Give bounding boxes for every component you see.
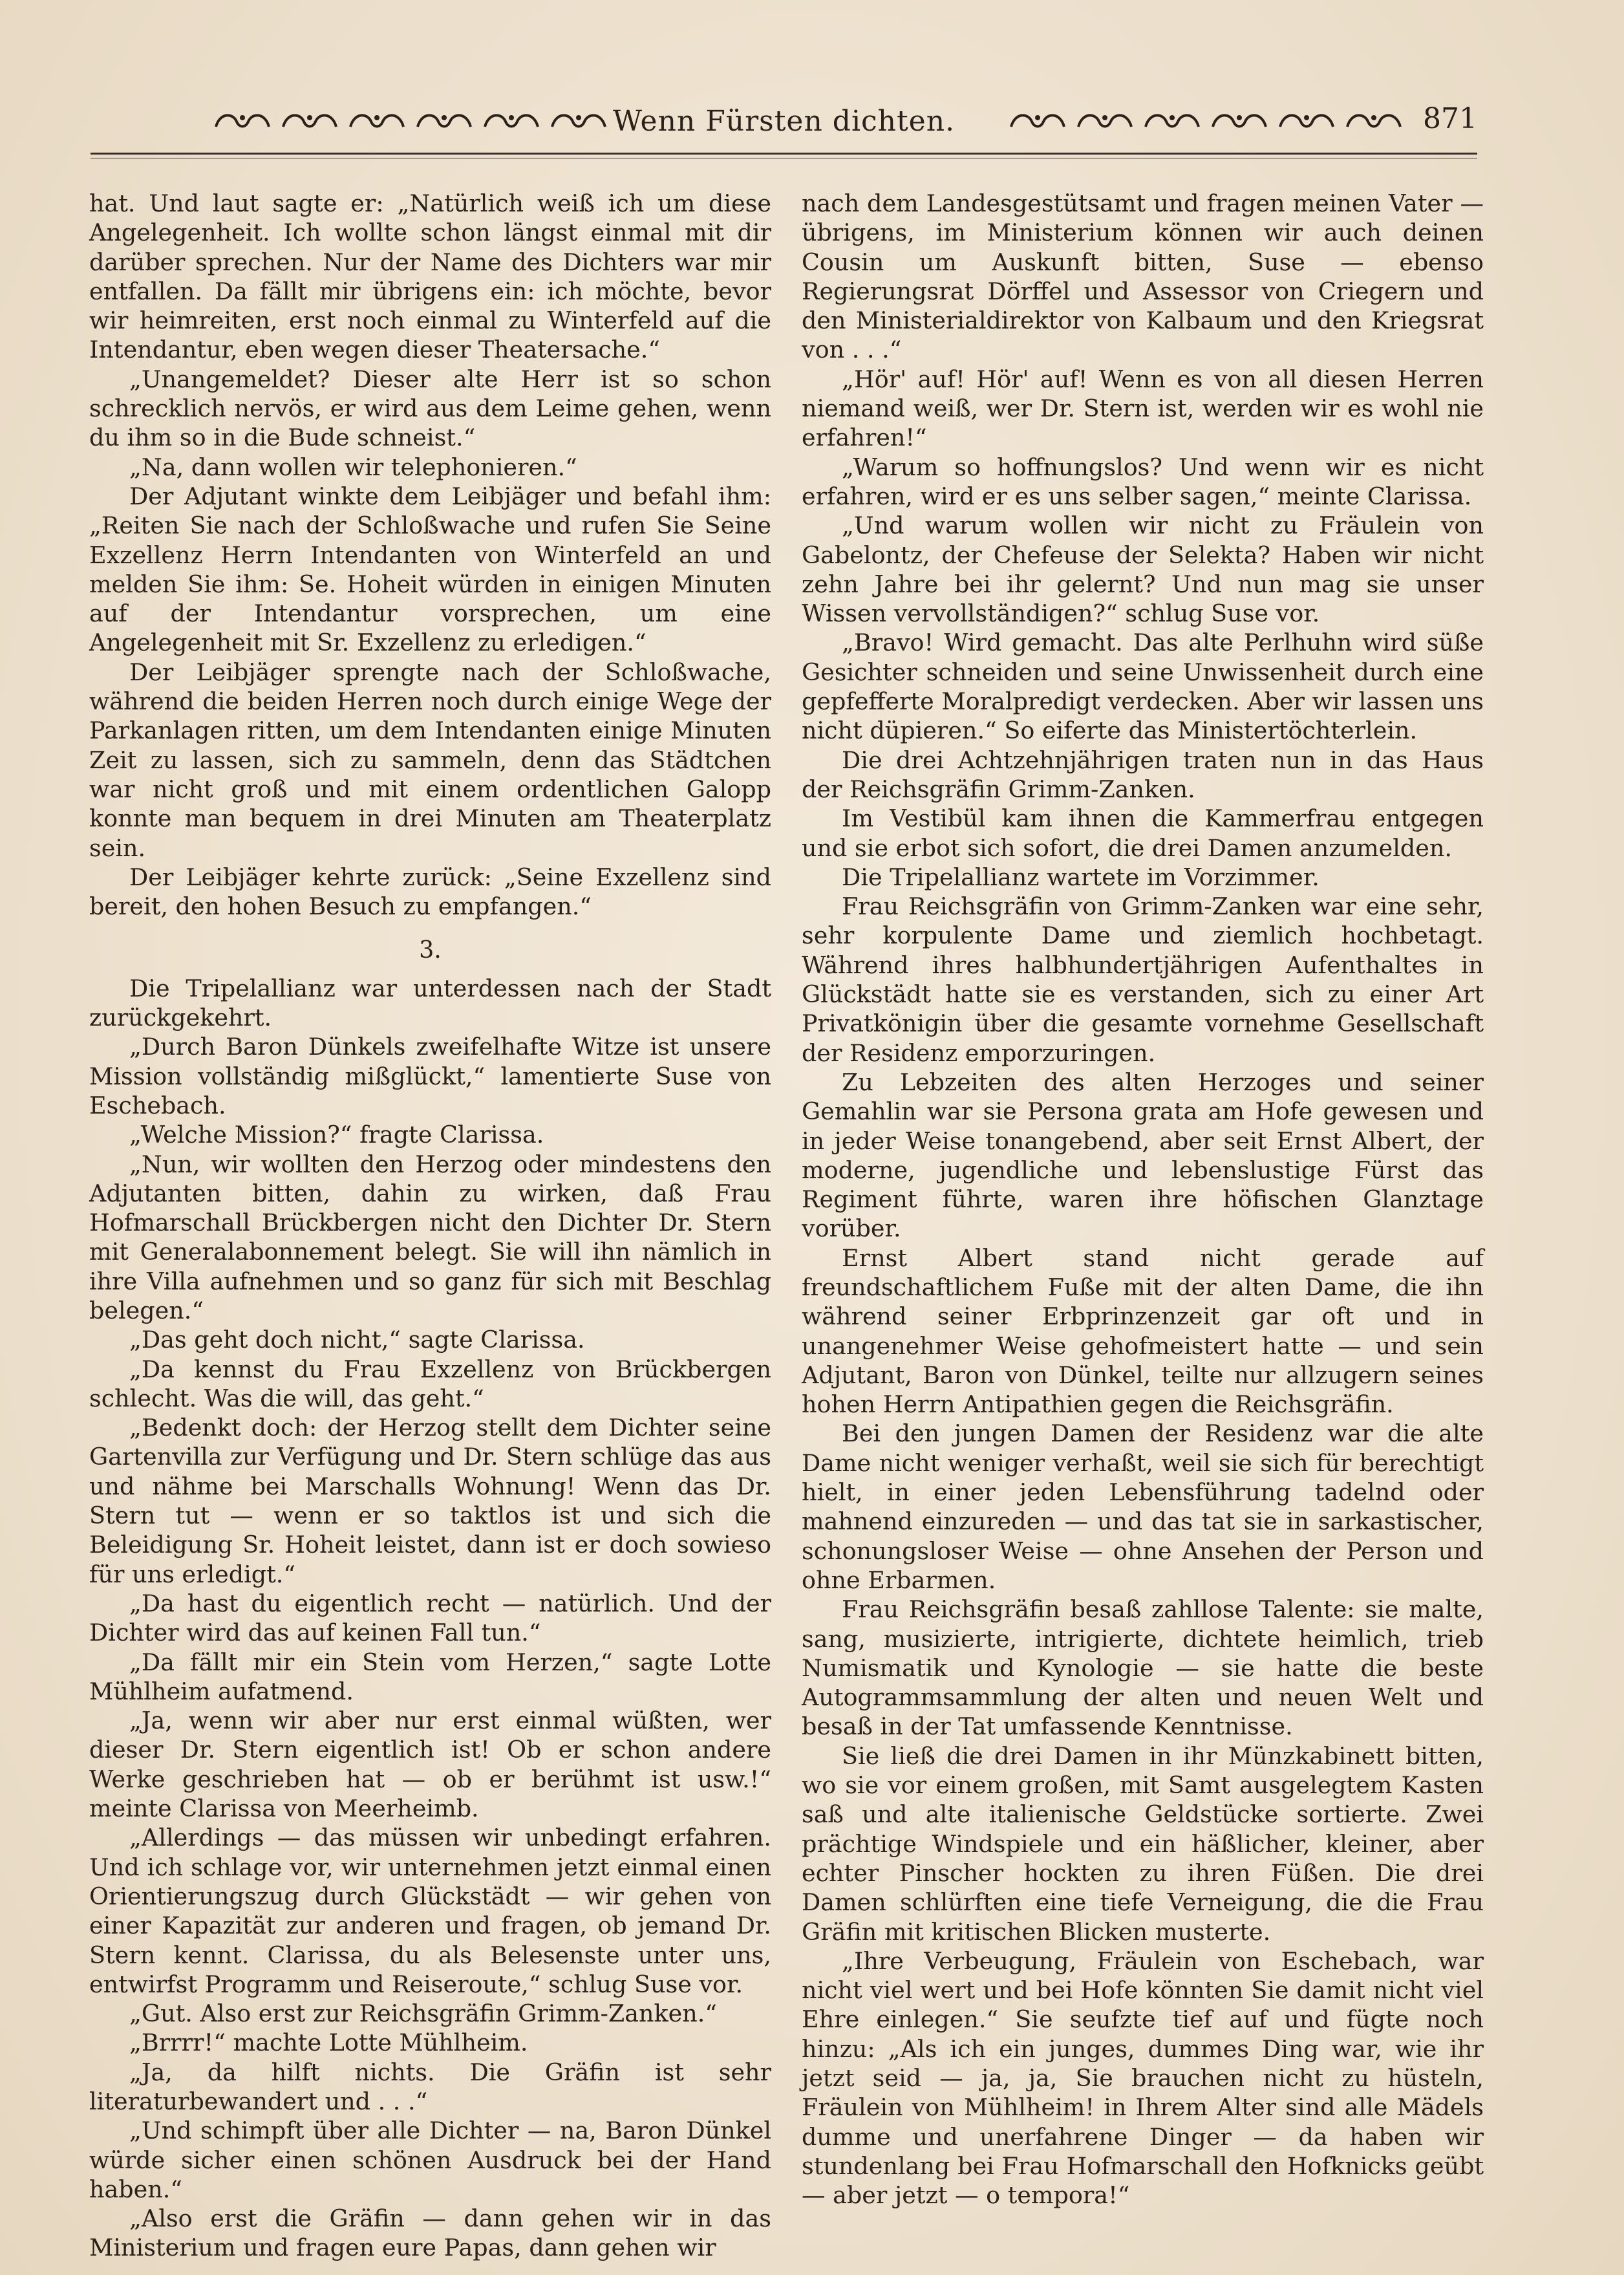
paragraph: Ernst Albert stand nicht gerade auf freundschaftlichem Fuße mit der alten Dame, die ihn während seiner Erbprinzenzeit gar oft und in unangenehmer Weise gehofmeistert hatte — und sein Adjutant, Baron von Dünkel, teilte nur allzugern seines hohen Herrn Antipathien gegen die Reichsgräfin. bbox=[802, 1244, 1484, 1419]
paragraph: „Und warum wollen wir nicht zu Fräulein von Gabelontz, der Chefeuse der Selekta? Haben wir nicht zehn Jahre bei ihr gelernt? Und nun mag sie unser Wissen vervollständigen?“ schlug Suse vor. bbox=[802, 512, 1484, 628]
paragraph: „Warum so hoffnungslos? Und wenn wir es nicht erfahren, wird er es uns selber sagen,“ meinte Clarissa. bbox=[802, 453, 1484, 510]
scroll-ornament-icon bbox=[1345, 109, 1403, 132]
paragraph: „Ja, wenn wir aber nur erst einmal wüßten, wer dieser Dr. Stern eigentlich ist! Ob er schon andere Werke geschrieben hat — ob er berühmt ist usw.!“ meinte Clarissa von Meerheimb. bbox=[89, 1707, 771, 1823]
paragraph: „Ihre Verbeugung, Fräulein von Eschebach, war nicht viel wert und bei Hofe könnten Sie damit nicht viel Ehre einlegen.“ Sie seufzte tief auf und fügte noch hinzu: „Als ich ein junges, dummes Ding war, wie ihr jetzt seid — ja, ja, Sie brauchen nicht zu hüsteln, Fräulein von Mühlheim! in Ihrem Alter sind alle Mädels dumme und unerfahrene Dinger — da haben wir stundenlang bei Frau Hofmarschall den Hofknicks geübt — aber jetzt — o tempora!“ bbox=[802, 1946, 1484, 2210]
paragraph: „Bedenkt doch: der Herzog stellt dem Dichter seine Gartenvilla zur Verfügung und Dr. Stern schlüge das aus und nähme bei Marschalls Wohnung! Wenn das Dr. Stern tut — wenn er so taktlos ist und sich die Beleidigung Sr. Hoheit leistet, dann ist er doch sowieso für uns erledigt.“ bbox=[89, 1414, 771, 1588]
paragraph: hat. Und laut sagte er: „Natürlich weiß ich um diese Angelegenheit. Ich wollte schon längst einmal mit dir darüber sprechen. Nur der Name des Dichters war mir entfallen. Da fällt mir übrigens ein: ich möchte, bevor wir heimreiten, erst noch einmal zu Winterfeld auf die Intendantur, eben wegen dieser Theatersache.“ bbox=[89, 189, 771, 364]
paragraph: „Gut. Also erst zur Reichsgräfin Grimm-Zanken.“ bbox=[129, 2000, 718, 2028]
paragraph: Die Tripelallianz wartete im Vorzimmer. bbox=[842, 863, 1320, 891]
paragraph: Der Leibjäger kehrte zurück: „Seine Exzellenz sind bereit, den hohen Besuch zu empfangen.“ bbox=[89, 863, 771, 921]
paragraph: Sie ließ die drei Damen in ihr Münzkabinett bitten, wo sie vor einem großen, mit Samt ausgelegtem Kasten saß und alte italienische Geldstücke sortierte. Zwei prächtige Windspiele und ein häßlicher, kleiner, aber echter Pinscher hockten zu ihren Füßen. Die drei Damen schlürften eine tiefe Verneigung, die die Frau Gräfin mit kritischen Blicken musterte. bbox=[802, 1741, 1484, 1946]
paragraph: „Da kennst du Frau Exzellenz von Brückbergen schlecht. Was die will, das geht.“ bbox=[89, 1355, 771, 1412]
paragraph: „Und schimpft über alle Dichter — na, Baron Dünkel würde sicher einen schönen Ausdruck bei der Hand haben.“ bbox=[89, 2117, 771, 2203]
paragraph: „Brrrr!“ machte Lotte Mühlheim. bbox=[129, 2029, 528, 2057]
paragraph: „Allerdings — das müssen wir unbedingt erfahren. Und ich schlage vor, wir unternehmen jetzt einmal einen Orientierungszug durch Glückstädt — wir gehen von einer Kapazität zur anderen und fragen, ob jemand Dr. Stern kennt. Clarissa, du als Belesenste unter uns, entwirfst Programm und Reiseroute,“ schlug Suse vor. bbox=[89, 1824, 771, 1998]
paragraph: „Das geht doch nicht,“ sagte Clarissa. bbox=[129, 1326, 585, 1354]
paragraph: „Na, dann wollen wir telephonieren.“ bbox=[129, 453, 577, 481]
paragraph: „Ja, da hilft nichts. Die Gräfin ist sehr literaturbewandert und . . .“ bbox=[89, 2058, 771, 2115]
page-header bbox=[91, 97, 1477, 155]
running-title: Wenn Fürsten dichten. bbox=[612, 105, 956, 138]
paragraph: „Da fällt mir ein Stein vom Herzen,“ sagte Lotte Mühlheim aufatmend. bbox=[89, 1648, 771, 1705]
header-rule bbox=[91, 153, 1477, 155]
page-number: 871 bbox=[1423, 102, 1477, 135]
paragraph: nach dem Landesgestütsamt und fragen meinen Vater — übrigens, im Ministerium können wir auch deinen Cousin um Auskunft bitten, Suse — ebenso Regierungsrat Dörffel und Assessor von Criegern und den Ministerialdirektor von Kalbaum und den Kriegsrat von . . .“ bbox=[802, 189, 1484, 364]
paragraph: „Hör' auf! Hör' auf! Wenn es von all diesen Herren niemand weiß, wer Dr. Stern ist, werden wir es wohl nie erfahren!“ bbox=[802, 365, 1484, 452]
paragraph: Bei den jungen Damen der Residenz war die alte Dame nicht weniger verhaßt, weil sie sich für berechtigt hielt, in einer jeden Lebensführung tadelnd oder mahnend einzureden — und das tat sie in sarkastischer, schonungsloser Weise — ohne Ansehen der Person und ohne Erbarmen. bbox=[802, 1419, 1484, 1594]
paragraph: „Durch Baron Dünkels zweifelhafte Witze ist unsere Mission vollständig mißglückt,“ lamentierte Suse von Eschebach. bbox=[89, 1033, 771, 1119]
paragraph: „Bravo! Wird gemacht. Das alte Perlhuhn wird süße Gesichter schneiden und seine Unwissenheit durch eine gepfefferte Moralpredigt verdecken. Aber wir lassen uns nicht düpieren.“ So eiferte das Ministertöchterlein. bbox=[802, 629, 1484, 745]
paragraph: Frau Reichsgräfin besaß zahllose Talente: sie malte, sang, musizierte, intrigierte, dichtete heimlich, trieb Numismatik und Kynologie — sie hatte die beste Autogrammsammlung der alten und neuen Welt und besaß in der Tat umfassende Kenntnisse. bbox=[802, 1595, 1484, 1741]
paragraph: Zu Lebzeiten des alten Herzoges und seiner Gemahlin war sie Persona grata am Hofe gewesen und in jeder Weise tonangebend, aber seit Ernst Albert, der moderne, jugendliche und lebenslustige Fürst das Regiment führte, waren ihre höfischen Glanztage vorüber. bbox=[802, 1068, 1484, 1243]
paragraph: „Nun, wir wollten den Herzog oder mindestens den Adjutanten bitten, dahin zu wirken, daß Frau Hofmarschall Brückbergen nicht den Dichter Dr. Stern mit Generalabonnement belegt. Sie will ihn nämlich in ihre Villa aufnehmen und so ganz für sich mit Beschlag belegen.“ bbox=[89, 1150, 771, 1324]
section-number: 3. bbox=[419, 936, 442, 964]
paragraph: „Da hast du eigentlich recht — natürlich. Und der Dichter wird das auf keinen Fall tun.“ bbox=[89, 1589, 771, 1647]
paragraph: Im Vestibül kam ihnen die Kammerfrau entgegen und sie erbot sich sofort, die drei Damen anzumelden. bbox=[802, 804, 1484, 862]
header-ornaments-right bbox=[1009, 109, 1403, 135]
paragraph: „Unangemeldet? Dieser alte Herr ist so schon schrecklich nervös, er wird aus dem Leime gehen, wenn du ihm so in die Bude schneist.“ bbox=[89, 365, 771, 452]
left-column bbox=[89, 189, 771, 2263]
right-column bbox=[802, 189, 1484, 2210]
scroll-ornament-icon bbox=[1009, 109, 1067, 132]
paragraph: Die drei Achtzehnjährigen traten nun in das Haus der Reichsgräfin Grimm-Zanken. bbox=[802, 746, 1484, 803]
paragraph: „Welche Mission?“ fragte Clarissa. bbox=[129, 1121, 544, 1149]
paragraph: Frau Reichsgräfin von Grimm-Zanken war eine sehr, sehr korpulente Dame und ziemlich hochbetagt. Während ihres halbhundertjährigen Aufenthaltes in Glückstädt hatte sie es verstanden, sich zu einer Art Privatkönigin über die gesamte vornehme Gesellschaft der Residenz emporzuringen. bbox=[802, 892, 1484, 1067]
paragraph: Die Tripelallianz war unterdessen nach der Stadt zurückgekehrt. bbox=[89, 974, 771, 1032]
scroll-ornament-icon bbox=[1143, 109, 1201, 132]
scroll-ornament-icon bbox=[1076, 109, 1134, 132]
paragraph: Der Leibjäger sprengte nach der Schloßwache, während die beiden Herren noch durch einige Wege der Parkanlagen ritten, um dem Intendanten einige Minuten Zeit zu lassen, sich zu sammeln, denn das Städtchen war nicht groß und mit einem ordentlichen Galopp konnte man bequem in drei Minuten am Theaterplatz sein. bbox=[89, 658, 771, 862]
paragraph: „Also erst die Gräfin — dann gehen wir in das Ministerium und fragen eure Papas, dann gehen wir bbox=[89, 2205, 771, 2262]
paragraph: Der Adjutant winkte dem Leibjäger und befahl ihm: „Reiten Sie nach der Schloßwache und rufen Sie Seine Exzellenz Herrn Intendanten von Winterfeld an und melden Sie ihm: Se. Hoheit würden in einigen Minuten auf der Intendantur vorsprechen, um eine Angelegenheit mit Sr. Exzellenz zu erledigen.“ bbox=[89, 482, 771, 657]
scroll-ornament-icon bbox=[1210, 109, 1268, 132]
scroll-ornament-icon bbox=[1277, 109, 1336, 132]
